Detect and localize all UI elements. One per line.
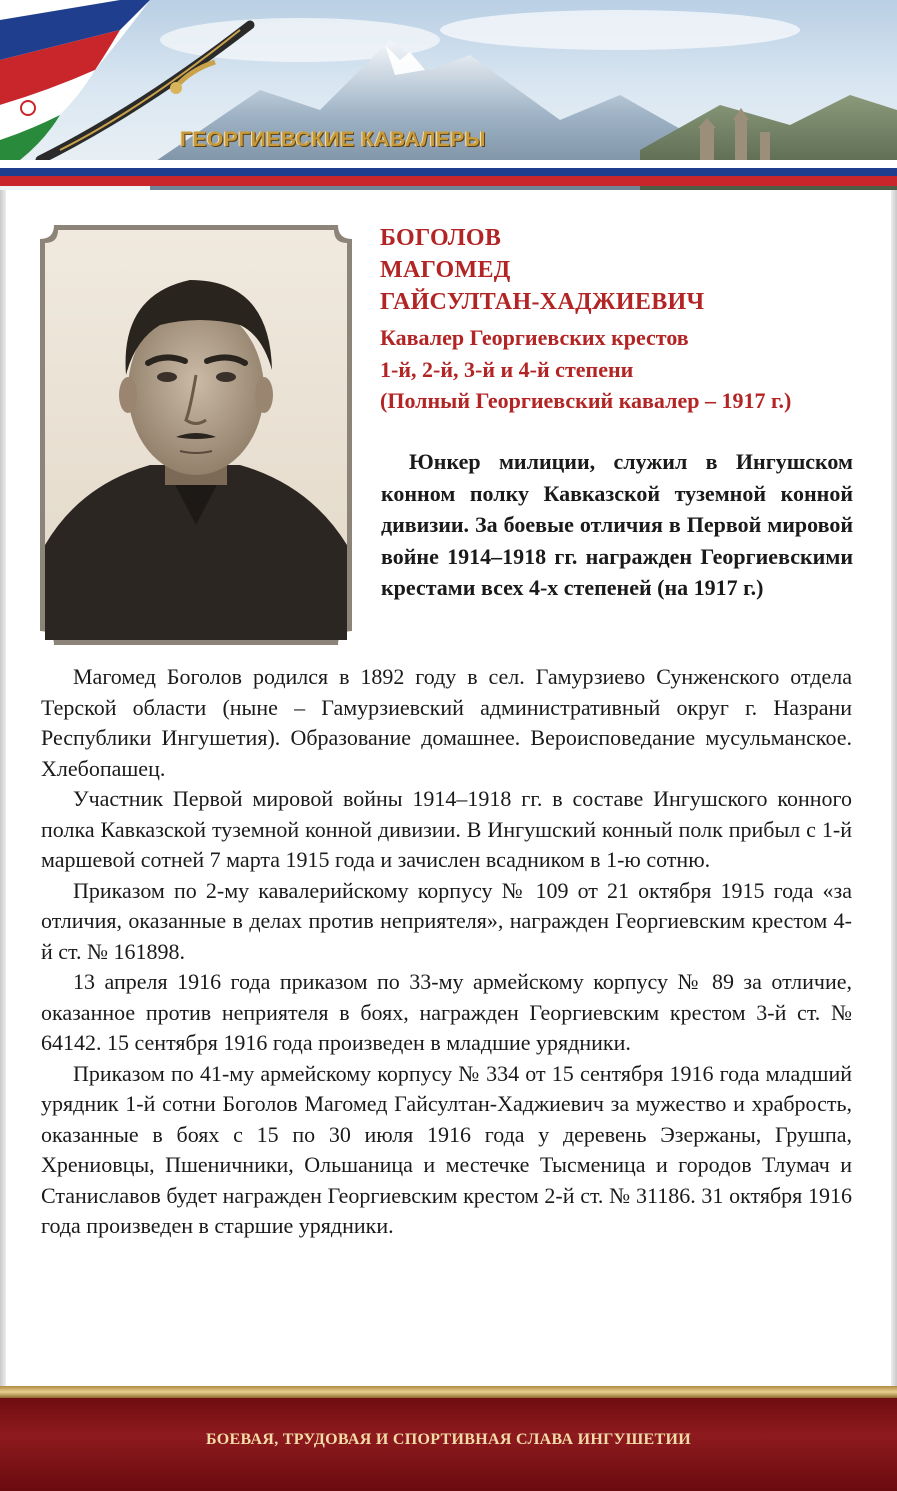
portrait-photo [40, 225, 352, 645]
footer-gold-band [0, 1386, 897, 1398]
bio-paragraph: Магомед Боголов родился в 1892 году в сел. Гамурзиево Сунженского отдела Терской области (ныне – Гамурзиевский административный округ г. Назрани Республики Ингушетия). Образование домашнее. Вероисповедание мусульманское. Хлебопашец. [41, 664, 852, 781]
header-title: ГЕОРГИЕВСКИЕ КАВАЛЕРЫ [180, 128, 486, 151]
header-stripe-red [0, 176, 897, 186]
bio-paragraph: 13 апреля 1916 года приказом по 33-му армейскому корпусу № 89 за отличие, оказанное против неприятеля в боях, награжден Георгиевским крестом 3-й ст. № 64142. 15 сентября 1916 года произведен в младшие урядники. [41, 969, 852, 1055]
award-line: (Полный Георгиевский кавалер – 1917 г.) [380, 388, 792, 413]
service-summary [381, 446, 853, 604]
bio-paragraph: Приказом по 2-му кавалерийскому корпусу № 109 от 21 октября 1915 года «за отличия, оказанные в делах против неприятеля», награжден Георгиевским крестом 4-й ст. № 161898. [41, 877, 852, 964]
side-frame-left [0, 190, 6, 1390]
portrait-photo-icon [40, 225, 352, 645]
person-name [380, 222, 880, 318]
summary-paragraph: Юнкер милиции, служил в Ингушском конном полку Кавказской туземной конной дивизии. За боевые отличия в Первой мировой войне 1914–1918 гг. награжден Георгиевскими крестами всех 4-х степеней (на 1917 г.) [381, 449, 853, 600]
header-stripe-white [0, 160, 897, 168]
award-caption [380, 322, 885, 417]
header-stripe-blue [0, 168, 897, 176]
footer-title: БОЕВАЯ, ТРУДОВАЯ И СПОРТИВНАЯ СЛАВА ИНГУШЕТИИ [206, 1431, 691, 1448]
award-line: 1-й, 2-й, 3-й и 4-й степени [380, 356, 634, 382]
page-header [0, 0, 897, 190]
person-name-line: ГАЙСУЛТАН-ХАДЖИЕВИЧ [380, 289, 705, 315]
bio-paragraph: Приказом по 41-му армейскому корпусу № 334 от 15 сентября 1916 года младший урядник 1-й сотни Боголов Магомед Гайсултан-Хаджиевич за мужество и храбрость, оказанные в боях с 15 по 30 июля 1916 года у деревень Эзержаны, Грушпа, Хрениовцы, Пшеничники, Ольшаница и местечке Тысменица и городов Тлумач и Станиславов будет награжден Георгиевским крестом 2-й ст. № 31186. 31 октября 1916 года произведен в старшие урядники. [41, 1060, 852, 1238]
person-name-line: МАГОМЕД [380, 257, 511, 283]
person-name-line: БОГОЛОВ [380, 225, 502, 251]
biography [41, 662, 852, 1242]
side-frame-right [891, 190, 897, 1390]
award-line: Кавалер Георгиевских крестов [380, 325, 689, 350]
bio-paragraph: Участник Первой мировой войны 1914–1918 гг. в составе Ингушского конного полка Кавказской туземной конной дивизии. В Ингушский конный полк прибыл с 1-й маршевой сотней 7 марта 1915 года и зачислен всадником в 1-ю сотню. [41, 786, 852, 872]
